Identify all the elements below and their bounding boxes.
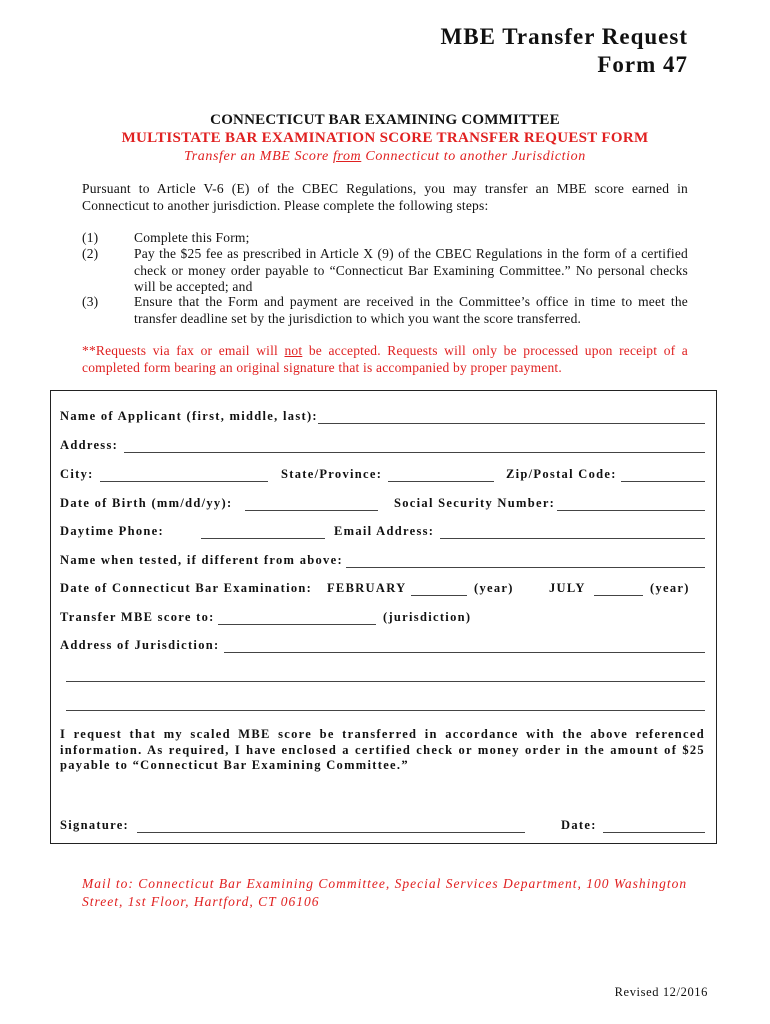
state-label: State/Province: — [281, 467, 383, 481]
exam-date-label: Date of Connecticut Bar Examination: — [60, 581, 313, 595]
name-label: Name of Applicant (first, middle, last): — [60, 409, 318, 423]
step-text: Ensure that the Form and payment are received in the Committee’s office in time to meet the transfer deadline set by the jurisdiction to which you want the score transferred. — [134, 294, 688, 326]
name-field[interactable] — [318, 423, 705, 424]
date-field[interactable] — [603, 832, 705, 833]
jurisdiction-address-line-2[interactable] — [66, 681, 705, 682]
email-field[interactable] — [440, 538, 705, 539]
mailing-address: Mail to: Connecticut Bar Examining Committee, Special Services Department, 100 Washington Street, 1st Floor, Hartford, CT 06106 — [82, 876, 688, 909]
zip-label: Zip/Postal Code: — [506, 467, 617, 481]
year-hint: (year) — [650, 581, 690, 595]
step-text: Pay the $25 fee as prescribed in Article X (9) of the CBEC Regulations in the form of a certified check or money order payable to “Connecticut Bar Examining Committee.” No personal checks will be accepted; and — [134, 246, 688, 294]
name-tested-field[interactable] — [346, 567, 705, 568]
subtitle-underlined: from — [332, 149, 362, 164]
dob-label: Date of Birth (mm/dd/yy): — [60, 496, 233, 510]
zip-field[interactable] — [621, 481, 705, 482]
date-label: Date: — [561, 818, 597, 832]
ssn-field[interactable] — [557, 510, 705, 511]
february-label: FEBRUARY — [327, 581, 407, 595]
submission-notice — [82, 342, 688, 376]
subtitle-post: Connecticut to another Jurisdiction — [361, 149, 586, 164]
step-text: Complete this Form; — [134, 230, 250, 245]
email-label: Email Address: — [334, 524, 435, 538]
transfer-jurisdiction-field[interactable] — [218, 624, 376, 625]
form-subtitle — [0, 149, 770, 165]
signature-field[interactable] — [137, 832, 525, 833]
city-label: City: — [60, 467, 94, 481]
signature-label: Signature: — [60, 818, 130, 832]
jurisdiction-address-field[interactable] — [224, 652, 705, 653]
dob-field[interactable] — [245, 510, 378, 511]
july-label: JULY — [549, 581, 586, 595]
form-title: MBE Transfer Request — [440, 24, 688, 49]
july-year-field[interactable] — [594, 595, 643, 596]
step-number: (3) — [82, 294, 99, 309]
step-number: (1) — [82, 230, 99, 245]
jurisdiction-address-line-3[interactable] — [66, 710, 705, 711]
address-label: Address: — [60, 438, 119, 452]
notice-post: be accepted. Requests will only be processed upon receipt of a completed form bearing an original signature that is accompanied by proper payment. — [82, 343, 689, 375]
subtitle-pre: Transfer an MBE Score — [184, 149, 333, 164]
jurisdiction-hint: (jurisdiction) — [383, 610, 472, 624]
intro-paragraph: Pursuant to Article V-6 (E) of the CBEC Regulations, you may transfer an MBE score earned in Connecticut to another jurisdiction. Please complete the following steps: — [82, 181, 688, 213]
form-number: Form 47 — [597, 52, 688, 77]
address-field[interactable] — [124, 452, 705, 453]
jurisdiction-address-label: Address of Jurisdiction: — [60, 638, 220, 652]
notice-underlined: not — [284, 343, 303, 358]
step-number: (2) — [82, 246, 99, 261]
february-year-field[interactable] — [411, 595, 467, 596]
phone-label: Daytime Phone: — [60, 524, 164, 538]
notice-pre: **Requests via fax or email will — [82, 343, 285, 358]
transfer-label: Transfer MBE score to: — [60, 610, 215, 624]
phone-field[interactable] — [201, 538, 325, 539]
committee-name: CONNECTICUT BAR EXAMINING COMMITTEE — [210, 112, 560, 128]
state-field[interactable] — [388, 481, 494, 482]
name-tested-label: Name when tested, if different from above: — [60, 553, 343, 567]
year-hint: (year) — [474, 581, 514, 595]
revision-date: Revised 12/2016 — [614, 985, 708, 999]
declaration-text: I request that my scaled MBE score be transferred in accordance with the above referenced information. As required, I have enclosed a certified check or money order in the amount of $25 payable to “Connecticut Bar Examining Committee.” — [60, 727, 705, 772]
ssn-label: Social Security Number: — [394, 496, 556, 510]
city-field[interactable] — [100, 481, 268, 482]
form-name: MULTISTATE BAR EXAMINATION SCORE TRANSFER REQUEST FORM — [121, 130, 649, 146]
